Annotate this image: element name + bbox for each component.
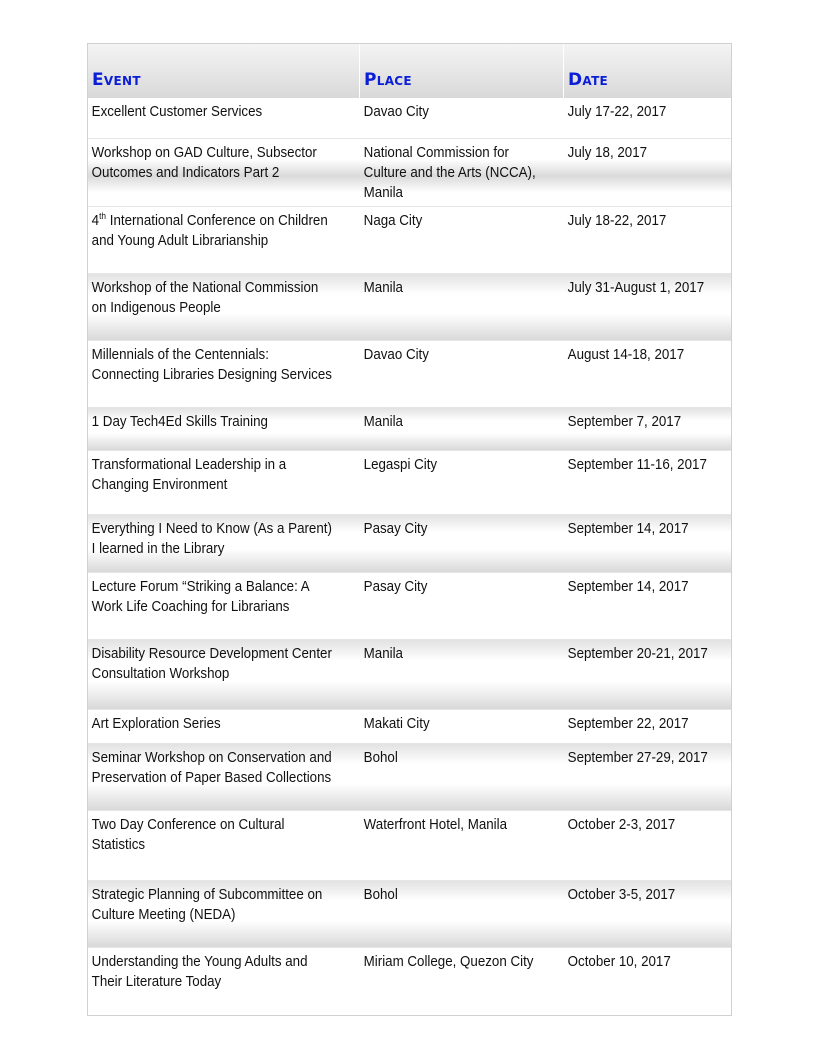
place-cell: Davao City bbox=[363, 347, 429, 363]
place-cell: Makati City bbox=[363, 716, 430, 732]
event-cell: Understanding the Young Adults and Their Literature Today bbox=[91, 954, 308, 990]
date-cell: July 18-22, 2017 bbox=[567, 213, 667, 229]
date-cell: July 17-22, 2017 bbox=[567, 104, 667, 120]
date-cell: September 7, 2017 bbox=[567, 414, 682, 430]
place-cell: Manila bbox=[363, 646, 403, 662]
place-cell: National Commission for Culture and the Arts (NCCA), Manila bbox=[363, 145, 536, 201]
table-header-row bbox=[88, 44, 731, 98]
event-cell: Millennials of the Centennials: Connecting Libraries Designing Services bbox=[91, 347, 332, 383]
place-cell: Waterfront Hotel, Manila bbox=[363, 817, 508, 833]
event-cell: Workshop of the National Commission on Indigenous People bbox=[91, 280, 319, 316]
table-row bbox=[88, 811, 731, 881]
date-cell: September 11-16, 2017 bbox=[567, 457, 707, 473]
date-cell: July 18, 2017 bbox=[567, 145, 648, 161]
date-cell: October 2-3, 2017 bbox=[567, 817, 676, 833]
table-row bbox=[88, 573, 731, 640]
event-cell: Seminar Workshop on Conservation and Preservation of Paper Based Collections bbox=[91, 750, 332, 786]
event-ordinal: 4 bbox=[91, 213, 100, 229]
event-cell: Lecture Forum “Striking a Balance: A Work Life Coaching for Librarians bbox=[91, 579, 309, 615]
date-cell: July 31-August 1, 2017 bbox=[567, 280, 705, 296]
table-row bbox=[88, 640, 731, 710]
table-row bbox=[88, 451, 731, 515]
table-row bbox=[88, 408, 731, 451]
event-cell: Two Day Conference on Cultural Statistics bbox=[91, 817, 285, 853]
header-date: Date bbox=[568, 70, 609, 90]
table-row bbox=[88, 948, 731, 1015]
place-cell: Pasay City bbox=[363, 521, 428, 537]
date-cell: September 14, 2017 bbox=[567, 579, 689, 595]
table-row bbox=[88, 515, 731, 573]
date-cell: October 10, 2017 bbox=[567, 954, 671, 970]
table-row bbox=[88, 881, 731, 948]
header-place: Place bbox=[360, 44, 564, 98]
event-cell: Workshop on GAD Culture, Subsector Outcomes and Indicators Part 2 bbox=[91, 145, 317, 181]
event-ordinal-suffix: th bbox=[99, 211, 107, 222]
place-cell: Legaspi City bbox=[363, 457, 438, 473]
date-cell: September 20-21, 2017 bbox=[567, 646, 708, 662]
date-cell: October 3-5, 2017 bbox=[567, 887, 676, 903]
table-row bbox=[88, 710, 731, 744]
date-cell: August 14-18, 2017 bbox=[567, 347, 685, 363]
table-row bbox=[88, 744, 731, 811]
table-row bbox=[88, 207, 731, 274]
table-row bbox=[88, 139, 731, 207]
date-cell: September 22, 2017 bbox=[567, 716, 689, 732]
place-cell: Bohol bbox=[363, 750, 398, 766]
place-cell: Manila bbox=[363, 414, 403, 430]
event-cell: Excellent Customer Services bbox=[91, 104, 263, 120]
event-text: International Conference on Children and Young Adult Librarianship bbox=[91, 213, 328, 249]
table-row bbox=[88, 98, 731, 139]
event-cell: Art Exploration Series bbox=[91, 716, 221, 732]
event-cell: Transformational Leadership in a Changing Environment bbox=[91, 457, 287, 493]
event-cell: 1 Day Tech4Ed Skills Training bbox=[91, 414, 268, 430]
place-cell: Davao City bbox=[363, 104, 429, 120]
event-cell: Everything I Need to Know (As a Parent) I learned in the Library bbox=[91, 521, 332, 557]
date-cell: September 27-29, 2017 bbox=[567, 750, 708, 766]
place-cell: Manila bbox=[363, 280, 403, 296]
date-cell: September 14, 2017 bbox=[567, 521, 689, 537]
place-cell: Miriam College, Quezon City bbox=[363, 954, 534, 970]
events-table bbox=[87, 43, 732, 1016]
place-cell: Bohol bbox=[363, 887, 398, 903]
event-cell: Disability Resource Development Center Consultation Workshop bbox=[91, 646, 332, 682]
table-row bbox=[88, 341, 731, 408]
place-cell: Naga City bbox=[363, 213, 423, 229]
table-row bbox=[88, 274, 731, 341]
place-cell: Pasay City bbox=[363, 579, 428, 595]
event-cell bbox=[88, 207, 338, 273]
header-event: Event bbox=[88, 44, 360, 98]
event-cell: Strategic Planning of Subcommittee on Culture Meeting (NEDA) bbox=[91, 887, 323, 923]
